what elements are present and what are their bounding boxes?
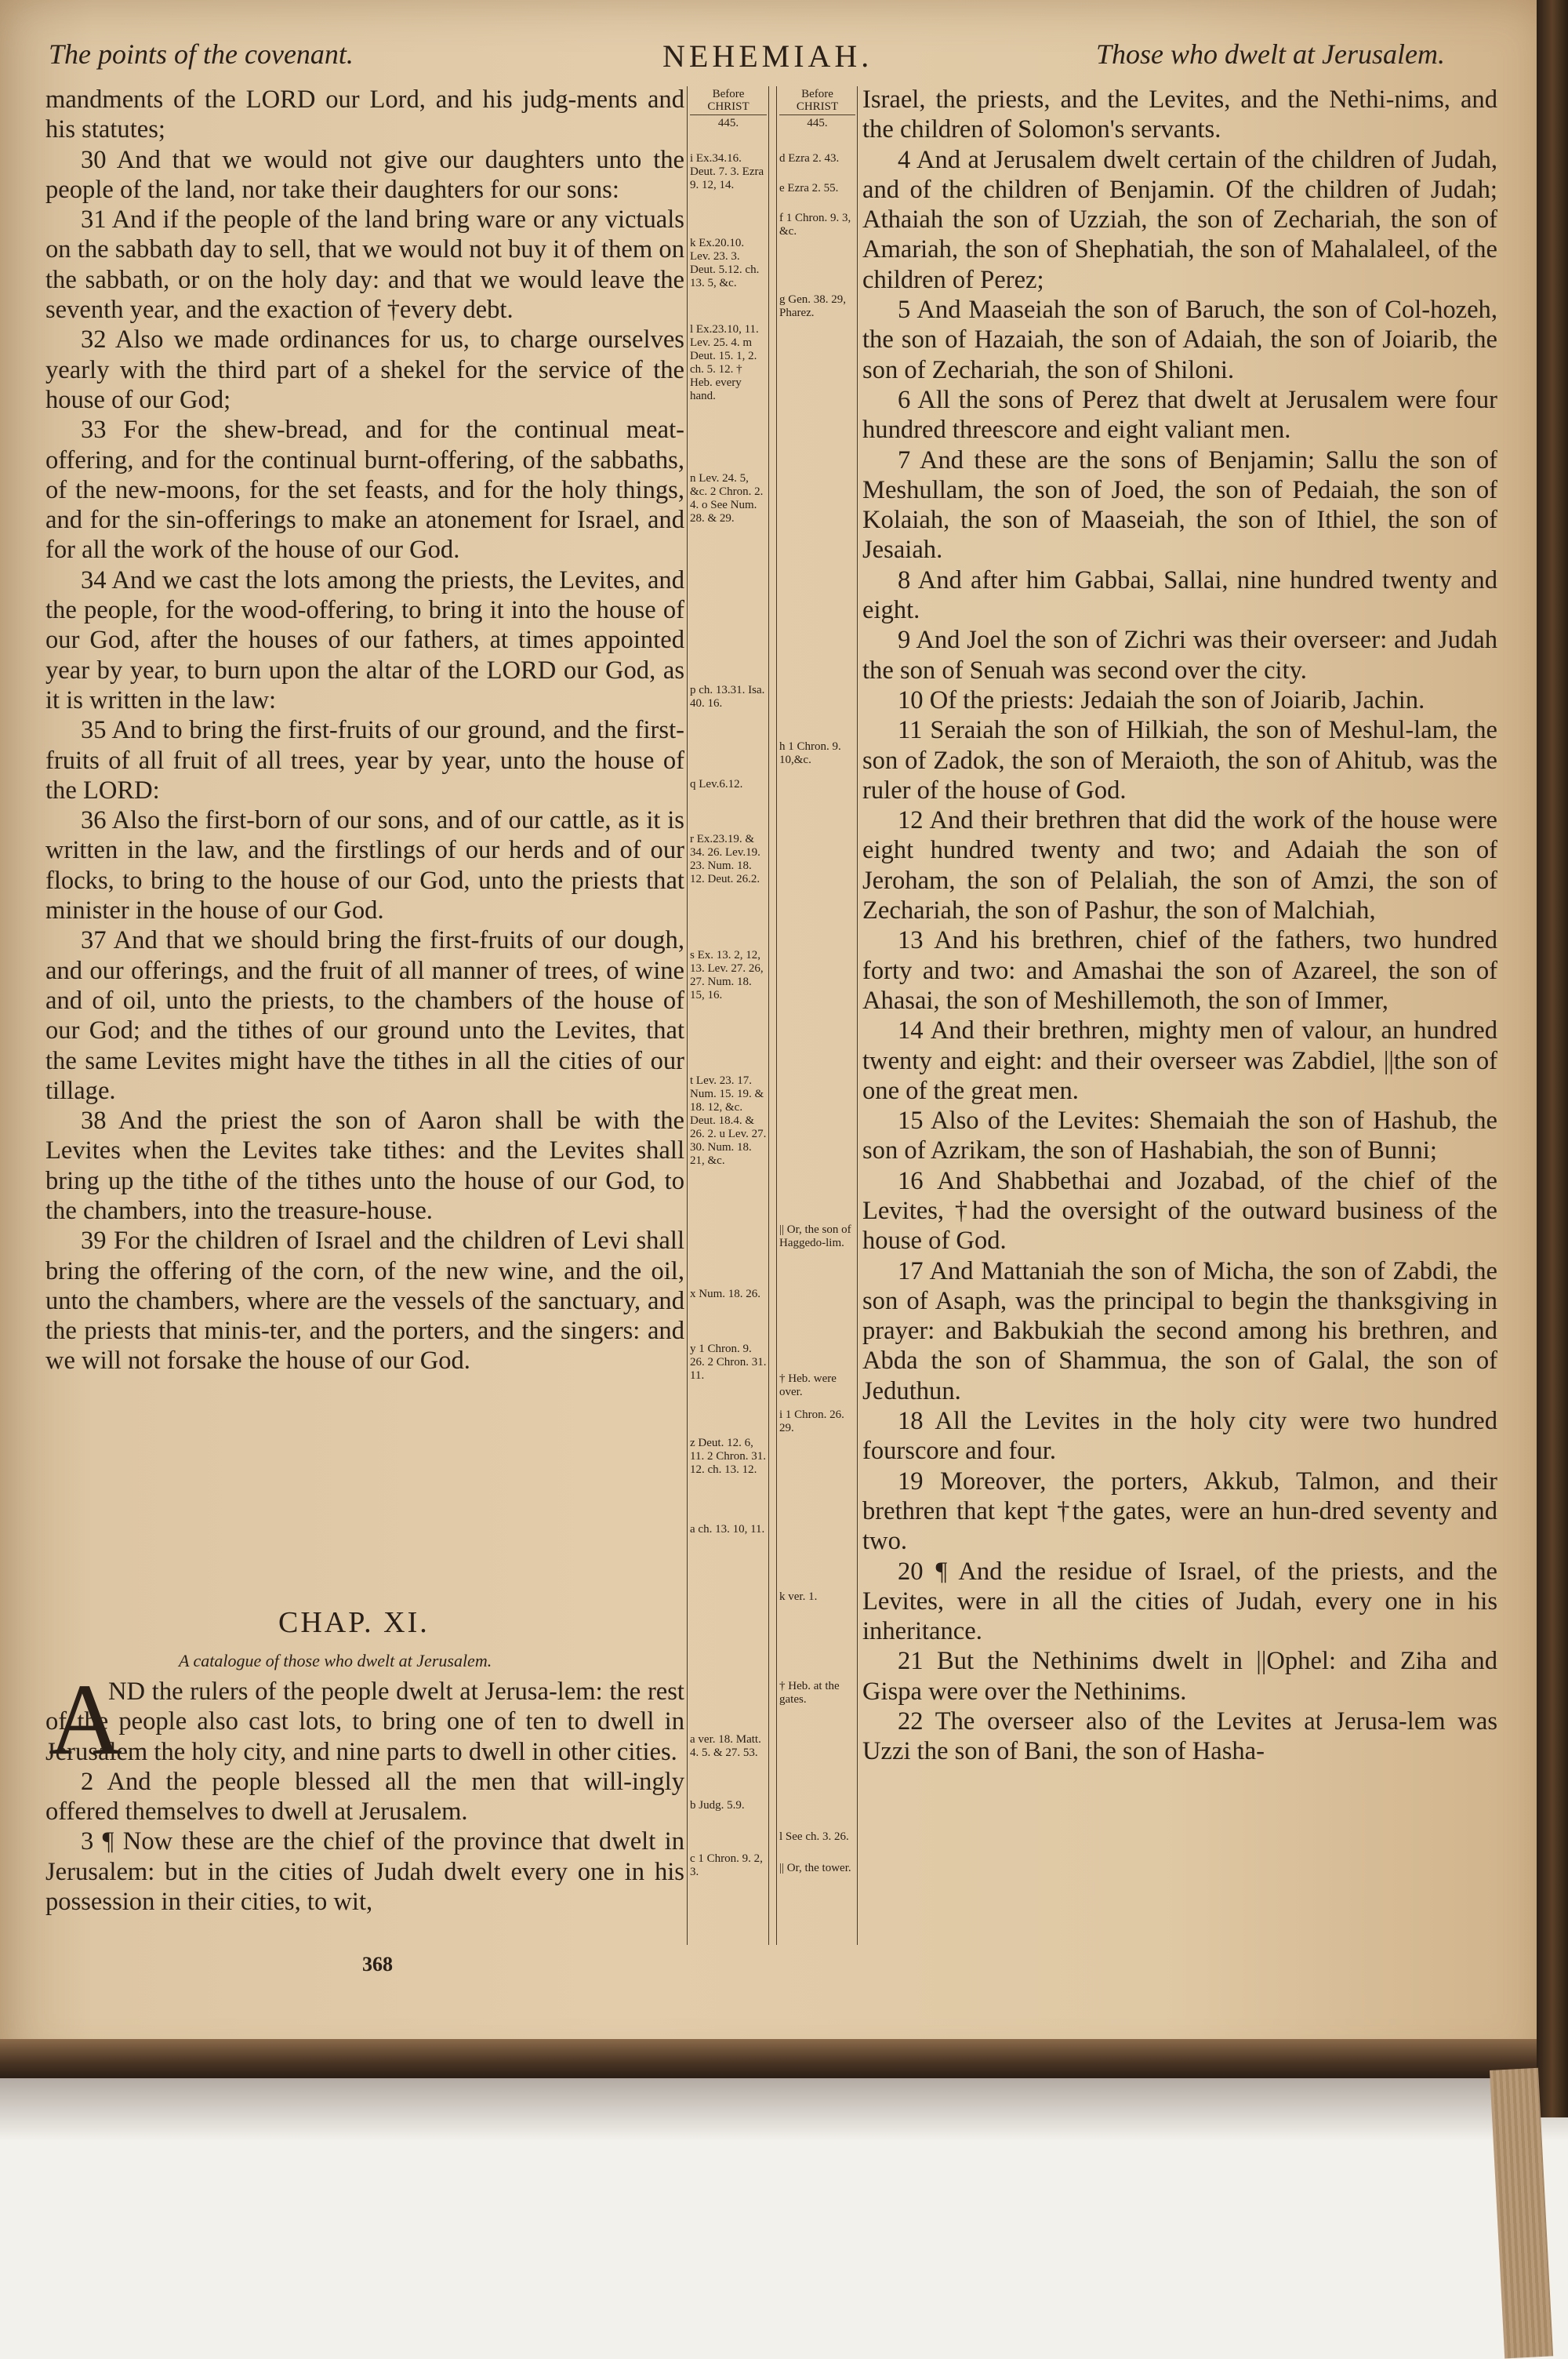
verse-33: 33 For the shew-bread, and for the continual meat-offering, and for the continual burnt-offering, of the sabbaths, of the new-moons, for the set feasts, and for the holy things, and for the sin-offerings to make an atonement for Israel, and for all the work of the house of our God. (45, 416, 684, 565)
verse-31: 31 And if the people of the land bring ware or any victuals on the sabbath day to sell, that we would not buy it of them on the sabbath, or on the holy day: and that we would leave the seventh year, and the exaction of †every debt. (45, 205, 684, 325)
margin-note: c 1 Chron. 9. 2, 3. (690, 1852, 763, 1878)
running-head-right: Those who dwelt at Jerusalem. (1096, 38, 1445, 70)
margin-note: n Lev. 24. 5, &c. 2 Chron. 2. 4. o See Num. 28. & 29. (690, 472, 764, 525)
page-number: 368 (362, 1953, 393, 1976)
margin-note: k ver. 1. (779, 1590, 818, 1603)
chapter-summary: A catalogue of those who dwelt at Jerusalem. (179, 1651, 492, 1670)
chapter-title: CHAP. XI. (278, 1606, 430, 1639)
verse-32: 32 Also we made ordinances for us, to charge ourselves yearly with the third part of a shekel for the service of the house of our God; (45, 325, 684, 414)
chapter-text (45, 1677, 684, 1917)
verse-5: 5 And Maaseiah the son of Baruch, the son of Col-hozeh, the son of Hazaiah, the son of Adaiah, the son of Joiarib, the son of Zechariah, the son of Shiloni. (862, 296, 1497, 384)
margin-note: y 1 Chron. 9. 26. 2 Chron. 31. 11. (690, 1343, 767, 1382)
drop-cap: A (49, 1663, 122, 1776)
verse-4: 4 And at Jerusalem dwelt certain of the children of Judah, and of the children of Benjamin. Of the children of Judah; Athaiah the son of Uzziah, the son of Zechariah, the son of Amariah, the son of Shephatiah, the son of Mahalaleel, of the children of Perez; (862, 145, 1497, 294)
verse-11: 11 Seraiah the son of Hilkiah, the son of Meshul-lam, the son of Zadok, the son of Meraioth, the son of Ahitub, was the ruler of the house of God. (862, 716, 1497, 805)
verse-7: 7 And these are the sons of Benjamin; Sallu the son of Meshullam, the son of Joed, the son of Pedaiah, the son of Kolaiah, the son of Maaseiah, the son of Ithiel, the son of Jesaiah. (862, 445, 1497, 565)
verse-1: ND the rulers of the people dwelt at Jerusa-lem: the rest of the people also cast lots, to bring one of ten to dwell in Jerusalem the holy city, and nine parts to dwell in other cities. (45, 1677, 684, 1766)
running-head-left: The points of the covenant. (49, 38, 354, 70)
running-head-book: NEHEMIAH. (662, 38, 873, 74)
margin-note: f 1 Chron. 9. 3, &c. (779, 212, 851, 238)
margin-note: l Ex.23.10, 11. Lev. 25. 4. m Deut. 15. 1, 2. ch. 5. 12. † Heb. every hand. (690, 323, 759, 402)
verse-13: 13 And his brethren, chief of the fathers, two hundred forty and two: and Amashai the son of Azareel, the son of Ahasai, the son of Meshillemoth, the son of Immer, (862, 926, 1497, 1015)
margin-references-right (779, 88, 855, 1874)
column-rule (776, 86, 777, 1945)
margin-note: || Or, the tower. (779, 1862, 851, 1874)
verse-continuation: mandments of the LORD our Lord, and his judg-ments and his statutes; (45, 85, 684, 144)
verse-30: 30 And that we would not give our daughters unto the people of the land, nor take their daughters for our sons: (45, 145, 684, 204)
book-edge (0, 2039, 1560, 2078)
verse-8: 8 And after him Gabbai, Sallai, nine hundred twenty and eight. (862, 565, 1497, 625)
verse-20: 20 ¶ And the residue of Israel, of the priests, and the Levites, were in all the cities of Judah, every one in his inheritance. (862, 1557, 1497, 1646)
verse-21: 21 But the Nethinims dwelt in ||Ophel: and Ziha and Gispa were over the Nethinims. (862, 1647, 1497, 1706)
verse-34: 34 And we cast the lots among the priests, the Levites, and the people, for the wood-offering, to bring it into the house of our God, after the houses of our fathers, at times appointed year by year, to burn upon the altar of the LORD our God, as it is written in the law: (45, 565, 684, 714)
verse-3: 3 ¶ Now these are the chief of the province that dwelt in Jerusalem: but in the cities of Judah dwelt every one in his possession in their cities, to wit, (45, 1827, 684, 1917)
verse-36: 36 Also the first-born of our sons, and of our cattle, as it is written in the law, and the firstlings of our herds and of our flocks, to bring to the house of our God, unto the priests that minister in the house of our God. (45, 806, 684, 925)
margin-note: p ch. 13.31. Isa. 40. 16. (690, 684, 765, 710)
margin-note: e Ezra 2. 55. (779, 182, 839, 194)
margin-note: q Lev.6.12. (690, 778, 743, 791)
margin-note: b Judg. 5.9. (690, 1799, 745, 1812)
margin-note: i Ex.34.16. Deut. 7. 3. Ezra 9. 12, 14. (690, 152, 764, 191)
column-rule (687, 86, 688, 1945)
verse-6: 6 All the sons of Perez that dwelt at Jerusalem were four hundred threescore and eight valiant men. (862, 385, 1497, 445)
margin-note: l See ch. 3. 26. (779, 1830, 849, 1843)
verse-37: 37 And that we should bring the first-fruits of our dough, and our offerings, and the fruit of all manner of trees, of wine and of oil, unto the priests, to the chambers of the house of our God; and the tithes of our ground unto the Levites, that the same Levites might have the tithes in all the cities of our tillage. (45, 926, 684, 1105)
verse-17: 17 And Mattaniah the son of Micha, the son of Zabdi, the son of Asaph, was the principal to begin the thanksgiving in prayer: and Bakbukiah the second among his brethren, and Abda the son of Shammua, the son of Galal, the son of Jeduthun. (862, 1256, 1497, 1405)
verse-2: 2 And the people blessed all the men that will-ingly offered themselves to dwell at Jerusalem. (45, 1767, 684, 1826)
margin-note: † Heb. at the gates. (779, 1680, 840, 1706)
verse-22: 22 The overseer also of the Levites at Jerusa-lem was Uzzi the son of Bani, the son of Hasha- (862, 1707, 1497, 1766)
margin-note: g Gen. 38. 29, Pharez. (779, 293, 846, 319)
verse-38: 38 And the priest the son of Aaron shall be with the Levites when the Levites take tithes: and the Levites shall bring up the tithe of the tithes unto the house of our God, to the chambers, into the treasure-house. (45, 1107, 684, 1225)
margin-note: r Ex.23.19. & 34. 26. Lev.19. 23. Num. 18. 12. Deut. 26.2. (690, 833, 760, 885)
margin-note: s Ex. 13. 2, 12, 13. Lev. 27. 26, 27. Num. 18. 15, 16. (690, 949, 764, 1001)
verse-35: 35 And to bring the first-fruits of our ground, and the first-fruits of all fruit of all trees, year by year, unto the house of the LORD: (45, 716, 684, 805)
margin-note: t Lev. 23. 17. Num. 15. 19. & 18. 12, &c. Deut. 18.4. & 26. 2. u Lev. 27. 30. Num. 18. 21, &c. (690, 1074, 767, 1167)
right-text-column (862, 85, 1497, 1767)
verse-10: 10 Of the priests: Jedaiah the son of Joiarib, Jachin. (898, 685, 1425, 714)
verse-14: 14 And their brethren, mighty men of valour, an hundred twenty and eight: and their overseer was Zabdiel, ||the son of one of the great men. (862, 1016, 1497, 1105)
verse-12: 12 And their brethren that did the work of the house were eight hundred twenty and two; and Adaiah the son of Jeroham, the son of Pelaliah, the son of Amzi, the son of Zechariah, the son of Pashur, the son of Malchiah, (862, 806, 1497, 925)
column-rule (857, 86, 858, 1945)
margin-note: || Or, the son of Haggedo-lim. (779, 1223, 851, 1249)
margin-note: i 1 Chron. 26. 29. (779, 1408, 844, 1434)
margin-head: Before CHRIST 445. (690, 88, 767, 129)
margin-note: † Heb. were over. (779, 1372, 837, 1398)
margin-head: Before CHRIST 445. (779, 88, 855, 129)
verse-9: 9 And Joel the son of Zichri was their overseer: and Judah the son of Senuah was second over the city. (862, 626, 1497, 685)
verse-19: 19 Moreover, the porters, Akkub, Talmon, and their brethren that kept †the gates, were an hun-dred seventy and two. (862, 1467, 1497, 1556)
column-rule (768, 86, 769, 1945)
verse-continuation: Israel, the priests, and the Levites, and the Nethi-nims, and the children of Solomon's servants. (862, 85, 1497, 144)
margin-note: x Num. 18. 26. (690, 1288, 760, 1300)
verse-15: 15 Also of the Levites: Shemaiah the son of Hashub, the son of Azrikam, the son of Hashabiah, the son of Bunni; (862, 1107, 1497, 1165)
verse-18: 18 All the Levites in the holy city were two hundred fourscore and four. (862, 1407, 1497, 1466)
margin-references-left (690, 88, 767, 1878)
page-shadow (0, 2078, 1568, 2141)
margin-note: a ver. 18. Matt. 4. 5. & 27. 53. (690, 1733, 761, 1759)
margin-note: d Ezra 2. 43. (779, 152, 840, 165)
margin-note: a ch. 13. 10, 11. (690, 1523, 765, 1536)
margin-note: k Ex.20.10. Lev. 23. 3. Deut. 5.12. ch. 13. 5, &c. (690, 237, 760, 289)
verse-39: 39 For the children of Israel and the children of Levi shall bring the offering of the corn, of the new wine, and the oil, unto the chambers, where are the vessels of the sanctuary, and the priests that minis-ter, and the porters, and the singers: and we will not forsake the house of our God. (45, 1227, 684, 1376)
verse-16: 16 And Shabbethai and Jozabad, of the chief of the Levites, †had the oversight of the outward business of the house of God. (862, 1166, 1497, 1256)
left-text-column (45, 85, 684, 1376)
margin-note: h 1 Chron. 9. 10,&c. (779, 740, 841, 766)
book-spine (1537, 0, 1568, 2117)
margin-note: z Deut. 12. 6, 11. 2 Chron. 31. 12. ch. 13. 12. (690, 1437, 766, 1476)
